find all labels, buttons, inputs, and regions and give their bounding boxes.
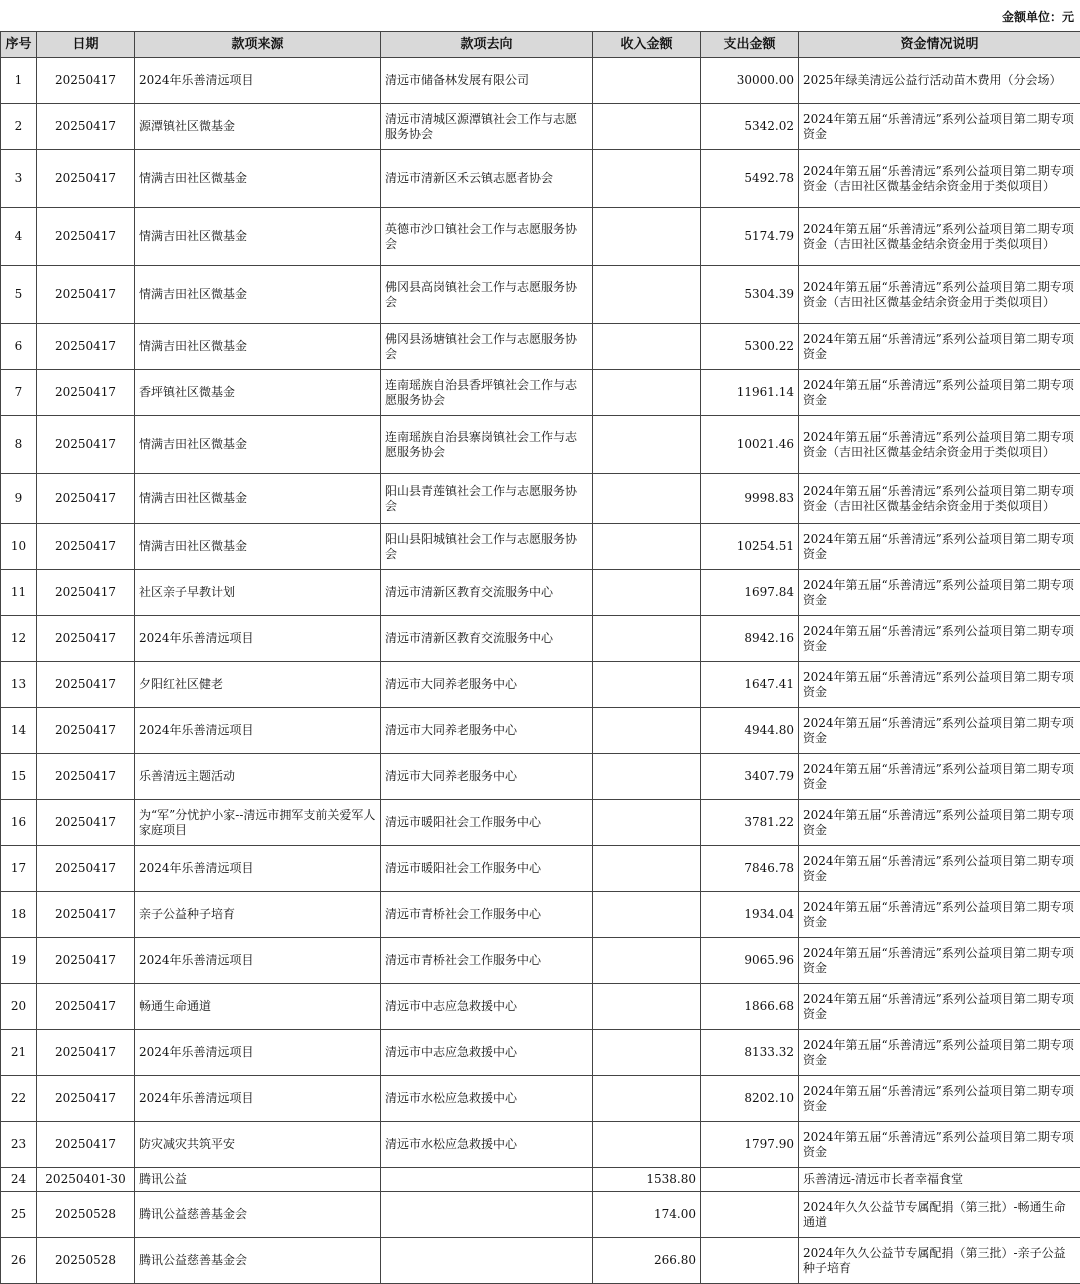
cell-seq: 9	[1, 474, 37, 524]
cell-income	[593, 104, 701, 150]
cell-income: 174.00	[593, 1192, 701, 1238]
cell-expense: 1934.04	[701, 892, 799, 938]
cell-income	[593, 324, 701, 370]
cell-expense: 9998.83	[701, 474, 799, 524]
cell-income	[593, 150, 701, 208]
cell-source: 乐善清远主题活动	[135, 754, 381, 800]
cell-source: 2024年乐善清远项目	[135, 1030, 381, 1076]
cell-seq: 19	[1, 938, 37, 984]
cell-destination: 连南瑶族自治县香坪镇社会工作与志愿服务协会	[381, 370, 593, 416]
cell-source: 社区亲子早教计划	[135, 570, 381, 616]
cell-expense: 3407.79	[701, 754, 799, 800]
cell-source: 夕阳红社区健老	[135, 662, 381, 708]
cell-note: 2024年第五届“乐善清远”系列公益项目第二期专项资金	[799, 524, 1080, 570]
cell-source: 防灾减灾共筑平安	[135, 1122, 381, 1168]
cell-date: 20250417	[37, 570, 135, 616]
cell-seq: 25	[1, 1192, 37, 1238]
cell-income	[593, 370, 701, 416]
cell-seq: 11	[1, 570, 37, 616]
cell-destination: 清远市储备林发展有限公司	[381, 58, 593, 104]
cell-date: 20250417	[37, 662, 135, 708]
cell-destination: 清远市暖阳社会工作服务中心	[381, 846, 593, 892]
cell-expense	[701, 1168, 799, 1192]
cell-seq: 26	[1, 1238, 37, 1284]
cell-source: 情满吉田社区微基金	[135, 266, 381, 324]
cell-note: 乐善清远-清远市长者幸福食堂	[799, 1168, 1080, 1192]
cell-income	[593, 1122, 701, 1168]
cell-source: 2024年乐善清远项目	[135, 846, 381, 892]
cell-date: 20250417	[37, 938, 135, 984]
cell-destination: 清远市中志应急救援中心	[381, 1030, 593, 1076]
cell-seq: 6	[1, 324, 37, 370]
cell-income	[593, 416, 701, 474]
cell-destination: 清远市青桥社会工作服务中心	[381, 892, 593, 938]
cell-date: 20250417	[37, 984, 135, 1030]
cell-note: 2024年第五届“乐善清远”系列公益项目第二期专项资金	[799, 984, 1080, 1030]
table-row	[1, 754, 1080, 800]
cell-income	[593, 616, 701, 662]
amount-unit-label: 金额单位：元	[1002, 8, 1074, 25]
cell-date: 20250401-30	[37, 1168, 135, 1192]
cell-expense: 5342.02	[701, 104, 799, 150]
table-row	[1, 1168, 1080, 1192]
cell-date: 20250417	[37, 1030, 135, 1076]
cell-source: 亲子公益种子培育	[135, 892, 381, 938]
cell-destination: 清远市清新区教育交流服务中心	[381, 616, 593, 662]
cell-destination: 清远市大同养老服务中心	[381, 662, 593, 708]
cell-source: 2024年乐善清远项目	[135, 938, 381, 984]
cell-note: 2024年第五届“乐善清远”系列公益项目第二期专项资金（吉田社区微基金结余资金用于类似项目）	[799, 474, 1080, 524]
col-header-destination: 款项去向	[381, 32, 593, 58]
cell-seq: 14	[1, 708, 37, 754]
cell-date: 20250417	[37, 1076, 135, 1122]
table-row	[1, 370, 1080, 416]
cell-destination	[381, 1168, 593, 1192]
cell-expense: 8133.32	[701, 1030, 799, 1076]
cell-income	[593, 474, 701, 524]
cell-seq: 13	[1, 662, 37, 708]
cell-note: 2024年第五届“乐善清远”系列公益项目第二期专项资金	[799, 892, 1080, 938]
cell-date: 20250417	[37, 266, 135, 324]
table-row	[1, 266, 1080, 324]
cell-note: 2024年第五届“乐善清远”系列公益项目第二期专项资金	[799, 846, 1080, 892]
cell-income	[593, 524, 701, 570]
table-row	[1, 416, 1080, 474]
table-row	[1, 324, 1080, 370]
cell-date: 20250417	[37, 58, 135, 104]
cell-income	[593, 58, 701, 104]
table-row	[1, 58, 1080, 104]
cell-source: 腾讯公益慈善基金会	[135, 1238, 381, 1284]
cell-income	[593, 208, 701, 266]
cell-destination: 清远市暖阳社会工作服务中心	[381, 800, 593, 846]
cell-expense: 10021.46	[701, 416, 799, 474]
table-row	[1, 1030, 1080, 1076]
cell-expense: 1797.90	[701, 1122, 799, 1168]
cell-source: 2024年乐善清远项目	[135, 1076, 381, 1122]
table-row	[1, 524, 1080, 570]
cell-destination: 连南瑶族自治县寨岗镇社会工作与志愿服务协会	[381, 416, 593, 474]
cell-source: 腾讯公益慈善基金会	[135, 1192, 381, 1238]
cell-seq: 8	[1, 416, 37, 474]
table-row	[1, 104, 1080, 150]
cell-note: 2024年第五届“乐善清远”系列公益项目第二期专项资金（吉田社区微基金结余资金用于类似项目）	[799, 208, 1080, 266]
cell-income	[593, 1076, 701, 1122]
cell-source: 2024年乐善清远项目	[135, 708, 381, 754]
cell-destination: 佛冈县高岗镇社会工作与志愿服务协会	[381, 266, 593, 324]
cell-expense: 8942.16	[701, 616, 799, 662]
table-row	[1, 570, 1080, 616]
cell-note: 2024年第五届“乐善清远”系列公益项目第二期专项资金（吉田社区微基金结余资金用于类似项目）	[799, 266, 1080, 324]
cell-date: 20250417	[37, 846, 135, 892]
cell-note: 2024年第五届“乐善清远”系列公益项目第二期专项资金	[799, 370, 1080, 416]
cell-date: 20250528	[37, 1192, 135, 1238]
cell-seq: 22	[1, 1076, 37, 1122]
cell-note: 2024年第五届“乐善清远”系列公益项目第二期专项资金	[799, 570, 1080, 616]
cell-seq: 1	[1, 58, 37, 104]
cell-seq: 4	[1, 208, 37, 266]
cell-destination: 清远市水松应急救援中心	[381, 1076, 593, 1122]
cell-seq: 21	[1, 1030, 37, 1076]
cell-income	[593, 570, 701, 616]
cell-note: 2024年第五届“乐善清远”系列公益项目第二期专项资金	[799, 1122, 1080, 1168]
cell-date: 20250528	[37, 1238, 135, 1284]
cell-seq: 24	[1, 1168, 37, 1192]
cell-source: 情满吉田社区微基金	[135, 524, 381, 570]
table-row	[1, 800, 1080, 846]
cell-income	[593, 266, 701, 324]
cell-source: 情满吉田社区微基金	[135, 150, 381, 208]
cell-date: 20250417	[37, 416, 135, 474]
cell-seq: 12	[1, 616, 37, 662]
cell-expense: 30000.00	[701, 58, 799, 104]
cell-date: 20250417	[37, 474, 135, 524]
table-row	[1, 616, 1080, 662]
cell-seq: 18	[1, 892, 37, 938]
cell-income	[593, 938, 701, 984]
cell-note: 2024年第五届“乐善清远”系列公益项目第二期专项资金	[799, 324, 1080, 370]
cell-destination: 清远市中志应急救援中心	[381, 984, 593, 1030]
cell-date: 20250417	[37, 524, 135, 570]
cell-date: 20250417	[37, 800, 135, 846]
table-row	[1, 892, 1080, 938]
table-row	[1, 708, 1080, 754]
cell-destination: 阳山县青莲镇社会工作与志愿服务协会	[381, 474, 593, 524]
cell-source: 畅通生命通道	[135, 984, 381, 1030]
cell-income	[593, 846, 701, 892]
cell-source: 情满吉田社区微基金	[135, 208, 381, 266]
cell-seq: 23	[1, 1122, 37, 1168]
cell-note: 2024年久久公益节专属配捐（第三批）-亲子公益种子培育	[799, 1238, 1080, 1284]
cell-income: 266.80	[593, 1238, 701, 1284]
table-row	[1, 938, 1080, 984]
cell-date: 20250417	[37, 150, 135, 208]
cell-note: 2024年第五届“乐善清远”系列公益项目第二期专项资金（吉田社区微基金结余资金用于类似项目）	[799, 150, 1080, 208]
cell-expense: 5492.78	[701, 150, 799, 208]
col-header-date: 日期	[37, 32, 135, 58]
table-row	[1, 474, 1080, 524]
cell-expense: 8202.10	[701, 1076, 799, 1122]
cell-expense	[701, 1192, 799, 1238]
cell-source: 香坪镇社区微基金	[135, 370, 381, 416]
cell-destination: 清远市大同养老服务中心	[381, 754, 593, 800]
cell-date: 20250417	[37, 754, 135, 800]
table-row	[1, 984, 1080, 1030]
cell-income	[593, 708, 701, 754]
cell-note: 2024年第五届“乐善清远”系列公益项目第二期专项资金	[799, 754, 1080, 800]
cell-income: 1538.80	[593, 1168, 701, 1192]
cell-destination: 清远市水松应急救援中心	[381, 1122, 593, 1168]
cell-source: 为“军”分忧护小家--清远市拥军支前关爱军人家庭项目	[135, 800, 381, 846]
cell-seq: 7	[1, 370, 37, 416]
table-row	[1, 1238, 1080, 1284]
table-row	[1, 1192, 1080, 1238]
cell-seq: 2	[1, 104, 37, 150]
cell-note: 2024年第五届“乐善清远”系列公益项目第二期专项资金	[799, 662, 1080, 708]
cell-seq: 16	[1, 800, 37, 846]
fund-ledger-table	[0, 31, 1080, 1284]
cell-seq: 17	[1, 846, 37, 892]
cell-destination: 清远市清新区禾云镇志愿者协会	[381, 150, 593, 208]
col-header-expense: 支出金额	[701, 32, 799, 58]
cell-expense: 5300.22	[701, 324, 799, 370]
cell-date: 20250417	[37, 104, 135, 150]
cell-expense: 10254.51	[701, 524, 799, 570]
cell-note: 2024年第五届“乐善清远”系列公益项目第二期专项资金	[799, 708, 1080, 754]
cell-date: 20250417	[37, 324, 135, 370]
cell-income	[593, 892, 701, 938]
col-header-seq: 序号	[1, 32, 37, 58]
cell-note: 2024年第五届“乐善清远”系列公益项目第二期专项资金	[799, 800, 1080, 846]
table-row	[1, 150, 1080, 208]
cell-expense: 5304.39	[701, 266, 799, 324]
cell-source: 源潭镇社区微基金	[135, 104, 381, 150]
cell-note: 2024年第五届“乐善清远”系列公益项目第二期专项资金	[799, 938, 1080, 984]
cell-destination: 清远市青桥社会工作服务中心	[381, 938, 593, 984]
cell-destination	[381, 1192, 593, 1238]
cell-source: 情满吉田社区微基金	[135, 474, 381, 524]
cell-note: 2024年第五届“乐善清远”系列公益项目第二期专项资金	[799, 104, 1080, 150]
cell-seq: 3	[1, 150, 37, 208]
cell-seq: 10	[1, 524, 37, 570]
table-row	[1, 1122, 1080, 1168]
cell-destination: 阳山县阳城镇社会工作与志愿服务协会	[381, 524, 593, 570]
cell-seq: 20	[1, 984, 37, 1030]
cell-expense: 9065.96	[701, 938, 799, 984]
table-body	[1, 58, 1080, 1284]
cell-income	[593, 1030, 701, 1076]
cell-destination: 英德市沙口镇社会工作与志愿服务协会	[381, 208, 593, 266]
cell-date: 20250417	[37, 1122, 135, 1168]
cell-destination: 清远市清城区源潭镇社会工作与志愿服务协会	[381, 104, 593, 150]
cell-expense: 3781.22	[701, 800, 799, 846]
cell-destination: 清远市清新区教育交流服务中心	[381, 570, 593, 616]
cell-expense: 1697.84	[701, 570, 799, 616]
cell-destination	[381, 1238, 593, 1284]
cell-note: 2024年第五届“乐善清远”系列公益项目第二期专项资金	[799, 1076, 1080, 1122]
cell-expense: 7846.78	[701, 846, 799, 892]
cell-income	[593, 984, 701, 1030]
cell-note: 2025年绿美清远公益行活动苗木费用（分会场）	[799, 58, 1080, 104]
cell-expense: 5174.79	[701, 208, 799, 266]
cell-seq: 5	[1, 266, 37, 324]
cell-income	[593, 800, 701, 846]
col-header-note: 资金情况说明	[799, 32, 1080, 58]
cell-note: 2024年第五届“乐善清远”系列公益项目第二期专项资金	[799, 1030, 1080, 1076]
cell-source: 情满吉田社区微基金	[135, 416, 381, 474]
cell-note: 2024年第五届“乐善清远”系列公益项目第二期专项资金（吉田社区微基金结余资金用于类似项目）	[799, 416, 1080, 474]
cell-source: 2024年乐善清远项目	[135, 616, 381, 662]
cell-expense: 11961.14	[701, 370, 799, 416]
col-header-income: 收入金额	[593, 32, 701, 58]
col-header-source: 款项来源	[135, 32, 381, 58]
cell-seq: 15	[1, 754, 37, 800]
cell-expense: 1866.68	[701, 984, 799, 1030]
table-row	[1, 846, 1080, 892]
cell-income	[593, 754, 701, 800]
cell-expense: 4944.80	[701, 708, 799, 754]
cell-date: 20250417	[37, 616, 135, 662]
cell-source: 情满吉田社区微基金	[135, 324, 381, 370]
cell-note: 2024年第五届“乐善清远”系列公益项目第二期专项资金	[799, 616, 1080, 662]
cell-date: 20250417	[37, 708, 135, 754]
cell-income	[593, 662, 701, 708]
cell-date: 20250417	[37, 208, 135, 266]
table-row	[1, 1076, 1080, 1122]
cell-expense	[701, 1238, 799, 1284]
table-header-row	[1, 32, 1080, 58]
cell-source: 2024年乐善清远项目	[135, 58, 381, 104]
table-row	[1, 208, 1080, 266]
cell-source: 腾讯公益	[135, 1168, 381, 1192]
table-row	[1, 662, 1080, 708]
cell-destination: 清远市大同养老服务中心	[381, 708, 593, 754]
cell-expense: 1647.41	[701, 662, 799, 708]
cell-date: 20250417	[37, 370, 135, 416]
cell-date: 20250417	[37, 892, 135, 938]
cell-destination: 佛冈县汤塘镇社会工作与志愿服务协会	[381, 324, 593, 370]
cell-note: 2024年久久公益节专属配捐（第三批）-畅通生命通道	[799, 1192, 1080, 1238]
